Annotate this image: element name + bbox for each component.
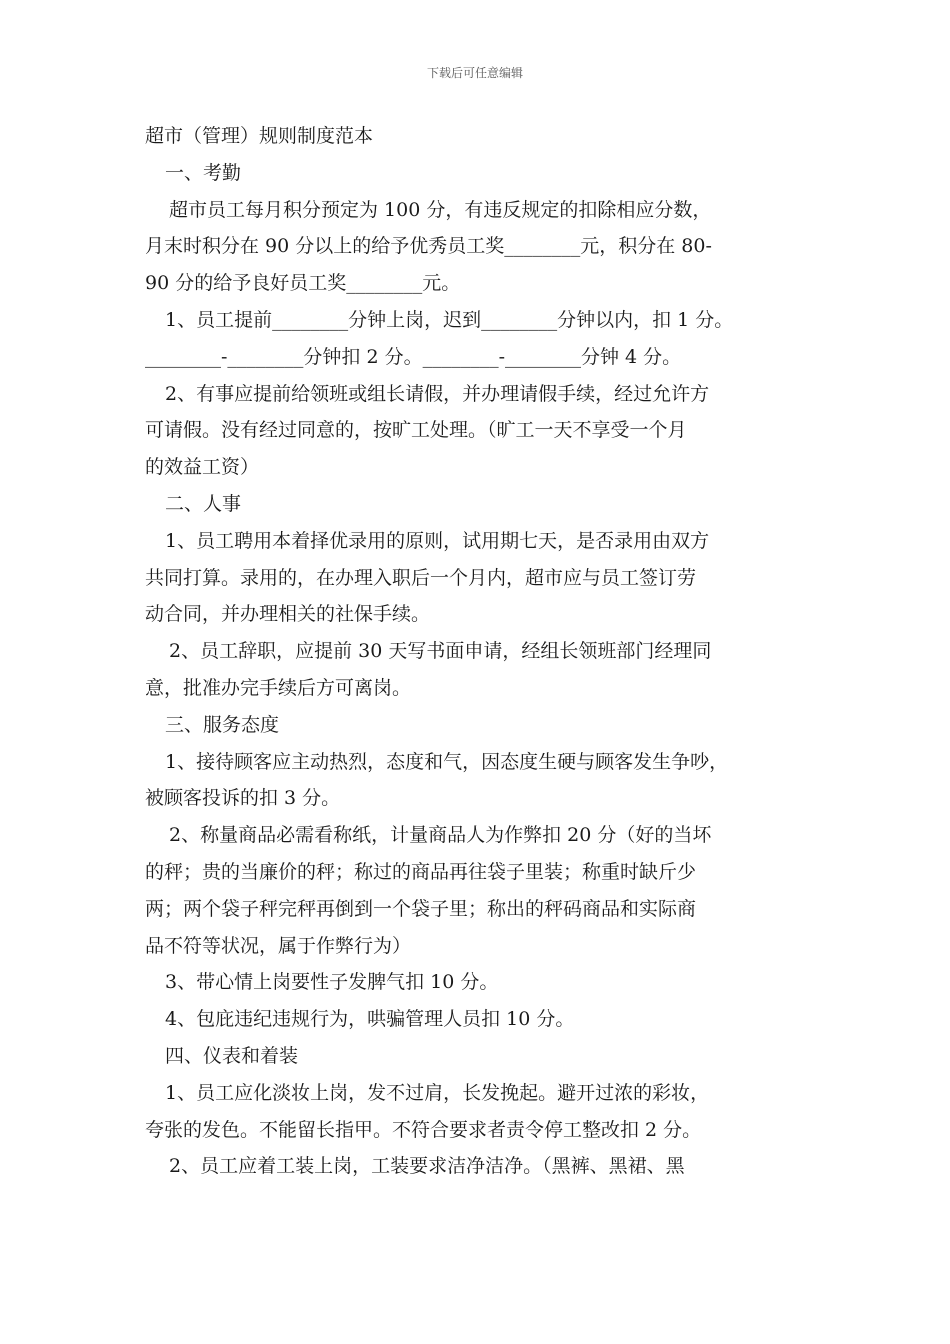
page-header: 下载后可任意编辑: [426, 66, 523, 80]
document-body: [145, 118, 813, 1185]
document-line: 的秤；贵的当廉价的秤；称过的商品再往袋子里装；称重时缺斤少: [145, 860, 697, 883]
document-line: 的效益工资）: [145, 456, 260, 479]
document-line: 90 分的给予良好员工奖________元。: [145, 272, 461, 295]
document-line: 可请假。没有经过同意的，按旷工处理。（旷工一天不享受一个月: [145, 419, 687, 442]
document-line: 两；两个袋子秤完秤再倒到一个袋子里；称出的秤码商品和实际商: [145, 897, 697, 920]
document-line: 3、带心情上岗要性子发脾气扣 10 分。: [165, 971, 499, 994]
document-line: 4、包庇违纪违规行为，哄骗管理人员扣 10 分。: [165, 1008, 575, 1031]
document-line: 2、称量商品必需看称纸，计量商品人为作弊扣 20 分（好的当坏: [169, 824, 712, 847]
document-line: 意，批准办完手续后方可离岗。: [145, 676, 412, 699]
document-line: 动合同，并办理相关的社保手续。: [145, 603, 431, 626]
document-line: 超市员工每月积分预定为 100 分，有违反规定的扣除相应分数，: [169, 198, 712, 221]
document-line: 共同打算。录用的，在办理入职后一个月内，超市应与员工签订劳: [145, 566, 697, 589]
document-line: 超市（管理）规则制度范本: [145, 125, 374, 147]
document-line: 1、员工提前________分钟上岗，迟到________分钟以内，扣 1 分。: [165, 308, 734, 331]
document-line: 2、员工辞职，应提前 30 天写书面申请，经组长领班部门经理同: [169, 640, 712, 663]
document-line: 1、员工应化淡妆上岗，发不过肩，长发挽起。避开过浓的彩妆，: [165, 1081, 710, 1104]
document-line: 四、仪表和着装: [165, 1044, 299, 1067]
document-line: 品不符等状况，属于作弊行为）: [145, 934, 412, 957]
document-line: 1、接待顾客应主动热烈，态度和气，因态度生硬与顾客发生争吵，: [165, 750, 729, 773]
document-line: 2、员工应着工装上岗，工装要求洁净洁净。（黑裤、黑裙、黑: [169, 1155, 685, 1178]
document-line: 二、人事: [165, 492, 242, 515]
document-line: 夸张的发色。不能留长指甲。不符合要求者责令停工整改扣 2 分。: [145, 1118, 702, 1141]
document-line: 被顾客投诉的扣 3 分。: [145, 787, 341, 810]
document-line: 1、员工聘用本着择优录用的原则，试用期七天，是否录用由双方: [165, 529, 710, 552]
document-line: 2、有事应提前给领班或组长请假，并办理请假手续，经过允许方: [165, 382, 710, 405]
document-line: 月末时积分在 90 分以上的给予优秀员工奖________元，积分在 80-: [145, 235, 712, 258]
document-line: 三、服务态度: [165, 713, 280, 736]
document-line: ________-________分钟扣 2 分。________-________分钟 4 分。: [145, 345, 682, 368]
document-line: 一、考勤: [165, 161, 242, 184]
